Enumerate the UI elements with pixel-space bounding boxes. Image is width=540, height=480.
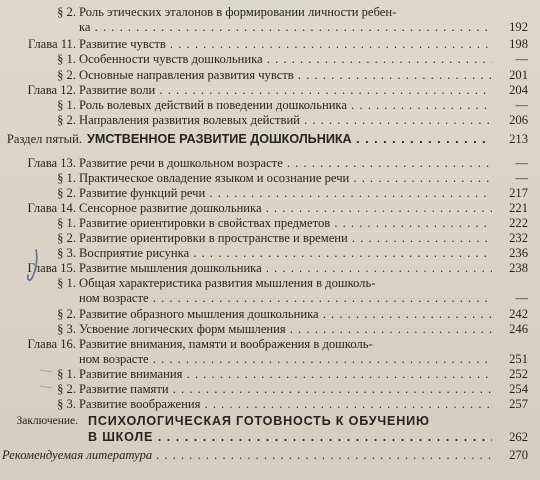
page-number: 206 xyxy=(509,113,528,127)
conclusion-label: Заключение. xyxy=(16,415,78,427)
entry-title: Направления развития волевых действий . . . xyxy=(79,113,492,128)
entry-title: Усвоение логических форм мышления . . . xyxy=(79,322,492,337)
section-title: УМСТВЕННОЕ РАЗВИТИЕ ДОШКОЛЬНИКА . . . xyxy=(87,132,492,147)
entry-title: Развитие ориентировки в пространстве и времени . . . xyxy=(79,231,492,246)
entry-title: ка . . . xyxy=(79,20,492,35)
page-number: 238 xyxy=(509,261,528,275)
entry-title: Восприятие рисунка . . . xyxy=(79,246,492,261)
page-number: 217 xyxy=(509,186,528,200)
entry-label: Глава 12. xyxy=(27,83,76,97)
page-number: 222 xyxy=(509,216,528,230)
entry-title: Общая характеристика развития мышления в дошколь- xyxy=(79,276,376,290)
entry-label: § 3. xyxy=(57,246,76,260)
entry-title: ном возрасте . . . xyxy=(79,291,492,306)
entry-title: Развитие образного мышления дошкольника . . . xyxy=(79,307,492,322)
page-number: 257 xyxy=(509,397,528,411)
entry-label: § 2. xyxy=(57,5,76,19)
entry-label: § 1. xyxy=(57,216,76,230)
entry-label: Глава 15. xyxy=(27,261,76,275)
entry-title: Развитие мышления дошкольника . . . xyxy=(79,261,492,276)
entry-label: Глава 14. xyxy=(27,201,76,215)
entry-label: Глава 16. xyxy=(27,337,76,351)
entry-title: Развитие чувств . . . xyxy=(79,37,492,52)
entry-title: Роль этических эталонов в формировании личности ребен- xyxy=(79,5,397,19)
conclusion-title: ПСИХОЛОГИЧЕСКАЯ ГОТОВНОСТЬ К ОБУЧЕНИЮ xyxy=(88,414,430,428)
page-number: 236 xyxy=(509,246,528,260)
entry-label: § 3. xyxy=(57,322,76,336)
entry-label: § 1. xyxy=(57,367,76,381)
page-number: 192 xyxy=(509,20,528,34)
entry-title: Развитие памяти . . . xyxy=(79,382,492,397)
page-number: 221 xyxy=(509,201,528,215)
entry-label: § 2. xyxy=(57,307,76,321)
entry-title: Развитие воображения . . . xyxy=(79,397,492,412)
entry-label: § 2. xyxy=(57,186,76,200)
page-number: 213 xyxy=(509,132,528,146)
entry-title: Практическое овладение языком и осознание речи . . . xyxy=(79,171,492,186)
entry-label: Глава 11. xyxy=(27,37,76,51)
entry-label: § 1. xyxy=(57,98,76,112)
entry-title: Развитие внимания . . . xyxy=(79,367,492,382)
entry-title: ном возрасте . . . xyxy=(79,352,492,367)
page-number: 201 xyxy=(509,68,528,82)
page-number: 270 xyxy=(509,448,528,462)
entry-label: § 1. xyxy=(57,52,76,66)
section-label: Раздел пятый. xyxy=(6,132,82,146)
entry-label: § 2. xyxy=(57,382,76,396)
page-number: 246 xyxy=(509,322,528,336)
entry-label: § 1. xyxy=(57,171,76,185)
page-number: 262 xyxy=(509,430,528,444)
entry-label: Глава 13. xyxy=(27,156,76,170)
entry-title: Роль волевых действий в поведении дошкольника . . . xyxy=(79,98,492,113)
entry-label: § 1. xyxy=(57,276,76,290)
conclusion-title: В ШКОЛЕ . . . xyxy=(88,430,492,445)
entry-title: Сенсорное развитие дошкольника . . . xyxy=(79,201,492,216)
page-number: 254 xyxy=(509,382,528,396)
page-number: — xyxy=(515,52,528,66)
page-number: 204 xyxy=(509,83,528,97)
entry-title: Особенности чувств дошкольника . . . xyxy=(79,52,492,67)
entry-title: Развитие воли . . . xyxy=(79,83,492,98)
page-number: 232 xyxy=(509,231,528,245)
page-number: — xyxy=(515,291,528,305)
page-number: 242 xyxy=(509,307,528,321)
entry-title: Развитие речи в дошкольном возрасте . . . xyxy=(79,156,492,171)
handwritten-check-mark xyxy=(28,250,37,280)
entry-label: § 2. xyxy=(57,231,76,245)
entry-label: § 3. xyxy=(57,397,76,411)
entry-label: § 2. xyxy=(57,113,76,127)
page-number: — xyxy=(515,156,528,170)
entry-title: Развитие внимания, памяти и воображения в дошколь- xyxy=(79,337,373,351)
page-number: 198 xyxy=(509,37,528,51)
page-number: 251 xyxy=(509,352,528,366)
bibliography-title: Рекомендуемая литература . . . xyxy=(2,448,492,463)
entry-title: Развитие ориентировки в свойствах предметов . . . xyxy=(79,216,492,231)
entry-title: Основные направления развития чувств . . . xyxy=(79,68,492,83)
entry-title: Развитие функций речи . . . xyxy=(79,186,492,201)
page-number: 252 xyxy=(509,367,528,381)
pencil-strokes xyxy=(40,370,52,388)
entry-label: § 2. xyxy=(57,68,76,82)
page-number: — xyxy=(515,98,528,112)
page-number: — xyxy=(515,171,528,185)
